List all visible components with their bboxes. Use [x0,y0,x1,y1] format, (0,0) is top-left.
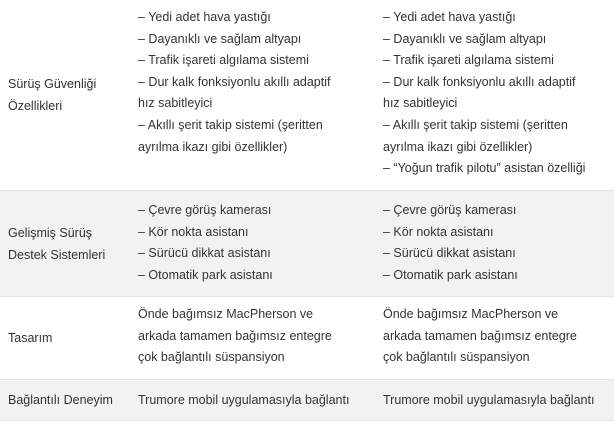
list-item: – Akıllı şerit takip sistemi (şeritten [138,117,323,132]
column-1-cell [138,297,374,379]
table-row-design [0,297,614,380]
row-label: Tasarım [8,331,53,345]
row-label-cell [8,297,128,379]
table-row-driver-assist [0,191,614,297]
list-item: Trumore mobil uygulamasıyla bağlantı [383,393,595,407]
list-item: hız sabitleyici [138,96,213,111]
list-item: – Yedi adet hava yastığı [138,10,271,24]
list-item: çok bağlantılı süspansiyon [383,350,530,365]
table-row-safety [0,0,614,191]
list-item: – “Yoğun trafik pilotu” asistan özelliği [383,161,586,176]
column-1-cell [138,191,374,296]
list-item: arkada tamamen bağımsız entegre [138,328,332,343]
row-label-cell [8,191,128,296]
list-item: – Çevre görüş kamerası [383,203,517,217]
list-item: – Dayanıklı ve sağlam altyapı [383,31,547,46]
row-label-cell [8,0,128,190]
list-item: ayrılma ikazı gibi özellikler) [138,139,288,154]
column-2-cell [383,380,614,420]
column-2-cell [383,0,614,190]
row-label: Sürüş Güvenliği Özellikleri [8,77,97,113]
list-item: – Dur kalk fonksiyonlu akıllı adaptif [383,74,576,89]
list-item: hız sabitleyici [383,96,458,111]
list-item: – Akıllı şerit takip sistemi (şeritten [383,117,568,132]
row-label-cell [8,380,128,420]
list-item: Önde bağımsız MacPherson ve [383,307,559,321]
list-item: – Trafik işareti algılama sistemi [383,53,554,68]
list-item: Trumore mobil uygulamasıyla bağlantı [138,393,350,407]
list-item: ayrılma ikazı gibi özellikler) [383,139,533,154]
table-row-connected [0,380,614,421]
list-item: çok bağlantılı süspansiyon [138,350,285,365]
column-1-cell [138,380,374,420]
list-item: – Dayanıklı ve sağlam altyapı [138,31,302,46]
list-item: – Kör nokta asistanı [138,224,249,239]
column-2-cell [383,297,614,379]
list-item: – Çevre görüş kamerası [138,203,272,217]
column-1-cell [138,0,374,190]
list-item: – Otomatik park asistanı [383,267,518,282]
list-item: – Otomatik park asistanı [138,267,273,282]
list-item: Önde bağımsız MacPherson ve [138,307,314,321]
list-item: – Dur kalk fonksiyonlu akıllı adaptif [138,74,331,89]
column-2-cell [383,191,614,296]
row-label: Gelişmiş Sürüş Destek Sistemleri [8,225,106,262]
row-label: Bağlantılı Deneyim [8,393,113,407]
list-item: – Sürücü dikkat asistanı [383,246,516,261]
list-item: – Trafik işareti algılama sistemi [138,53,309,68]
list-item: – Sürücü dikkat asistanı [138,246,271,261]
list-item: arkada tamamen bağımsız entegre [383,328,577,343]
list-item: – Yedi adet hava yastığı [383,10,516,24]
list-item: – Kör nokta asistanı [383,224,494,239]
